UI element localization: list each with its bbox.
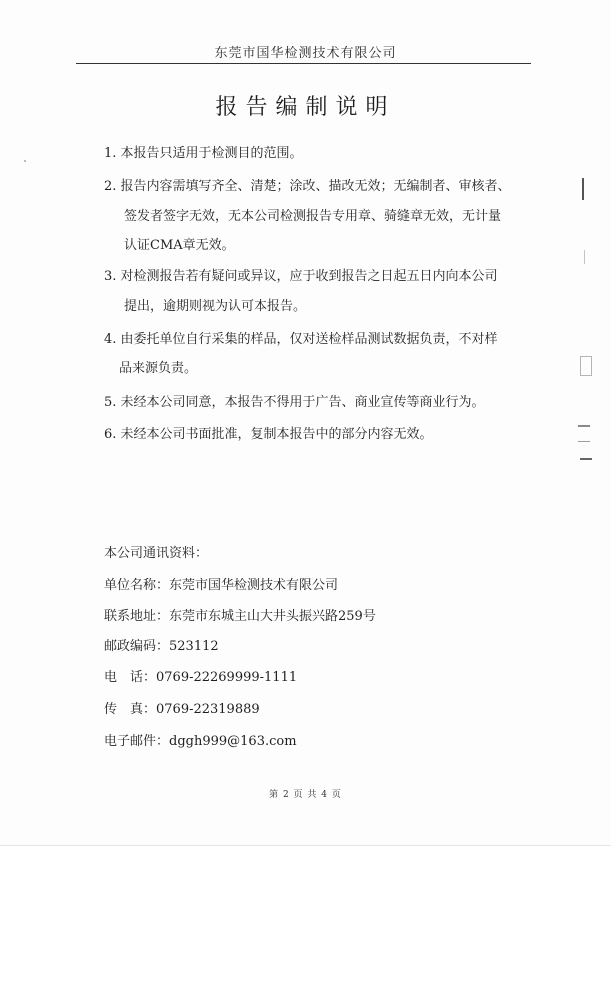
page-title: 报告编制说明 <box>215 95 396 120</box>
rule-2-line-2: 签发者签字无效，无本公司检测报告专用章、骑缝章无效，无计量 <box>124 209 502 224</box>
seam-stamp-fragment <box>580 458 592 460</box>
rule-1: 1. 本报告只适用于检测目的范围。 <box>104 146 303 161</box>
contact-heading: 本公司通讯资料： <box>104 546 209 561</box>
contact-address: 联系地址：东莞市东城主山大井头振兴路259号 <box>104 609 376 624</box>
header-divider <box>76 63 531 64</box>
rule-3-line-1: 3. 对检测报告若有疑问或异议，应于收到报告之日起五日内向本公司 <box>104 269 498 284</box>
rule-5: 5. 未经本公司同意，本报告不得用于广告、商业宣传等商业行为。 <box>104 395 485 410</box>
rule-2-line-3: 认证CMA章无效。 <box>124 238 235 253</box>
rule-4-line-2: 品来源负责。 <box>119 361 198 376</box>
seam-stamp-fragment <box>582 178 584 200</box>
rule-2-line-1: 2. 报告内容需填写齐全、清楚；涂改、描改无效；无编制者、审核者、 <box>104 179 511 194</box>
scan-speck <box>24 160 26 162</box>
scan-speck <box>584 250 585 264</box>
header-company-name: 东莞市国华检测技术有限公司 <box>214 46 397 61</box>
rule-3-line-2: 提出，逾期则视为认可本报告。 <box>124 299 307 314</box>
seam-stamp-fragment <box>578 425 590 442</box>
seam-stamp-fragment <box>580 356 592 376</box>
contact-phone: 电 话：0769-22269999-1111 <box>104 670 298 685</box>
contact-email: 电子邮件：dggh999@163.com <box>104 734 297 749</box>
rule-6: 6. 未经本公司书面批准，复制本报告中的部分内容无效。 <box>104 427 433 442</box>
contact-postcode: 邮政编码：523112 <box>104 639 219 654</box>
contact-fax: 传 真：0769-22319889 <box>104 702 260 717</box>
rule-4-line-1: 4. 由委托单位自行采集的样品，仅对送检样品测试数据负责，不对样 <box>104 332 498 347</box>
contact-company: 单位名称：东莞市国华检测技术有限公司 <box>104 578 339 593</box>
page-number: 第 2 页 共 4 页 <box>269 790 342 800</box>
